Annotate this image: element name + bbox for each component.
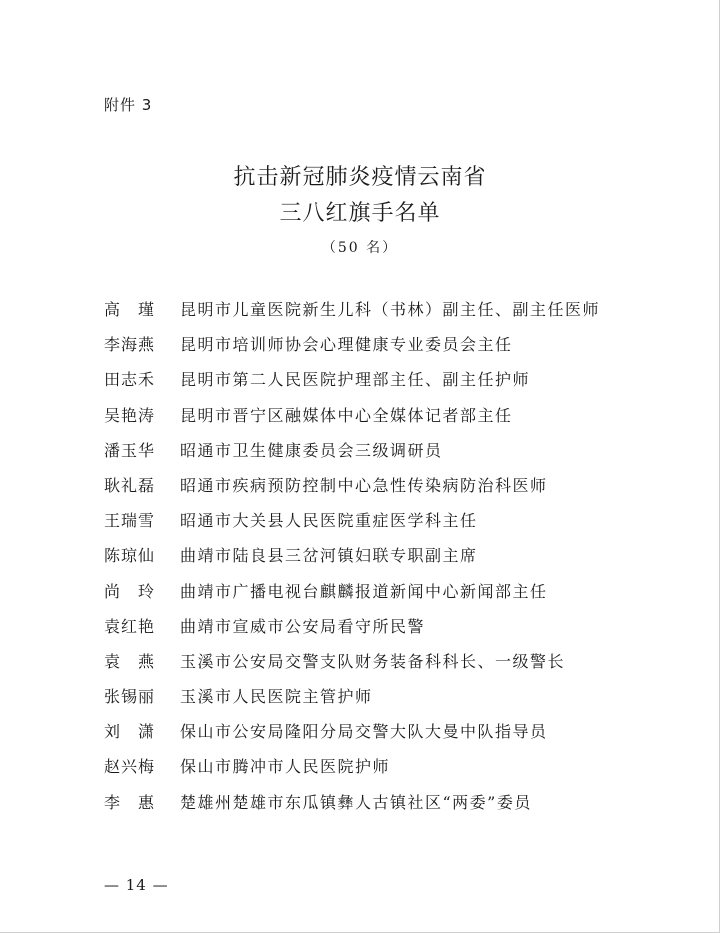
honoree-description: 玉溪市人民医院主管护师 bbox=[180, 687, 373, 707]
honoree-list bbox=[104, 299, 664, 827]
honoree-description: 楚雄州楚雄市东瓜镇彝人古镇社区“两委”委员 bbox=[180, 792, 532, 812]
honoree-name: 袁 燕 bbox=[104, 651, 156, 671]
list-item bbox=[104, 545, 664, 580]
honoree-description: 昆明市晋宁区融媒体中心全媒体记者部主任 bbox=[180, 405, 513, 425]
honoree-name: 吴艳涛 bbox=[104, 405, 156, 425]
honoree-description: 昆明市儿童医院新生儿科（书林）副主任、副主任医师 bbox=[180, 300, 601, 319]
honoree-description: 昭通市大关县人民医院重症医学科主任 bbox=[180, 511, 478, 531]
list-item bbox=[104, 369, 664, 404]
list-item bbox=[104, 475, 664, 510]
honoree-name: 赵兴梅 bbox=[104, 757, 156, 777]
honoree-description: 保山市腾冲市人民医院护师 bbox=[180, 757, 391, 777]
honoree-name: 李 惠 bbox=[104, 792, 156, 812]
honoree-name: 耿礼磊 bbox=[104, 475, 156, 495]
honoree-description: 昆明市培训师协会心理健康专业委员会主任 bbox=[180, 335, 513, 355]
list-item bbox=[104, 721, 664, 756]
list-item bbox=[104, 581, 664, 616]
honoree-name: 张锡丽 bbox=[104, 687, 156, 707]
honoree-description: 昭通市卫生健康委员会三级调研员 bbox=[180, 440, 443, 460]
honoree-description: 玉溪市公安局交警支队财务装备科科长、一级警长 bbox=[180, 651, 566, 671]
honoree-name: 陈琼仙 bbox=[104, 546, 156, 566]
honoree-name: 刘 潇 bbox=[104, 722, 156, 742]
list-item bbox=[104, 299, 664, 334]
list-item bbox=[104, 792, 664, 827]
title-line-1: 抗击新冠肺炎疫情云南省 bbox=[233, 165, 487, 190]
list-item bbox=[104, 510, 664, 545]
list-item bbox=[104, 756, 664, 791]
honoree-description: 保山市公安局隆阳分局交警大队大曼中队指导员 bbox=[180, 722, 548, 742]
list-item bbox=[104, 440, 664, 475]
honoree-name: 袁红艳 bbox=[104, 616, 156, 636]
honoree-name: 田志禾 bbox=[104, 370, 156, 390]
honoree-description: 曲靖市广播电视台麒麟报道新闻中心新闻部主任 bbox=[180, 581, 548, 601]
count-label: （50 名） bbox=[321, 240, 399, 256]
title-line-2: 三八红旗手名单 bbox=[279, 201, 441, 226]
page-number: — 14 — bbox=[104, 876, 169, 894]
list-item bbox=[104, 334, 664, 369]
list-item bbox=[104, 686, 664, 721]
honoree-description: 曲靖市宣威市公安局看守所民警 bbox=[180, 616, 426, 636]
attachment-label: 附件 3 bbox=[104, 96, 153, 114]
honoree-name: 高 瑾 bbox=[104, 300, 156, 319]
honoree-description: 昭通市疾病预防控制中心急性传染病防治科医师 bbox=[180, 475, 548, 495]
honoree-description: 曲靖市陆良县三岔河镇妇联专职副主席 bbox=[180, 546, 478, 566]
honoree-name: 王瑞雪 bbox=[104, 511, 156, 531]
honoree-name: 尚 玲 bbox=[104, 581, 156, 601]
honoree-description: 昆明市第二人民医院护理部主任、副主任护师 bbox=[180, 370, 531, 390]
list-item bbox=[104, 616, 664, 651]
honoree-name: 李海燕 bbox=[104, 335, 156, 355]
list-item bbox=[104, 405, 664, 440]
honoree-name: 潘玉华 bbox=[104, 440, 156, 460]
list-item bbox=[104, 651, 664, 686]
